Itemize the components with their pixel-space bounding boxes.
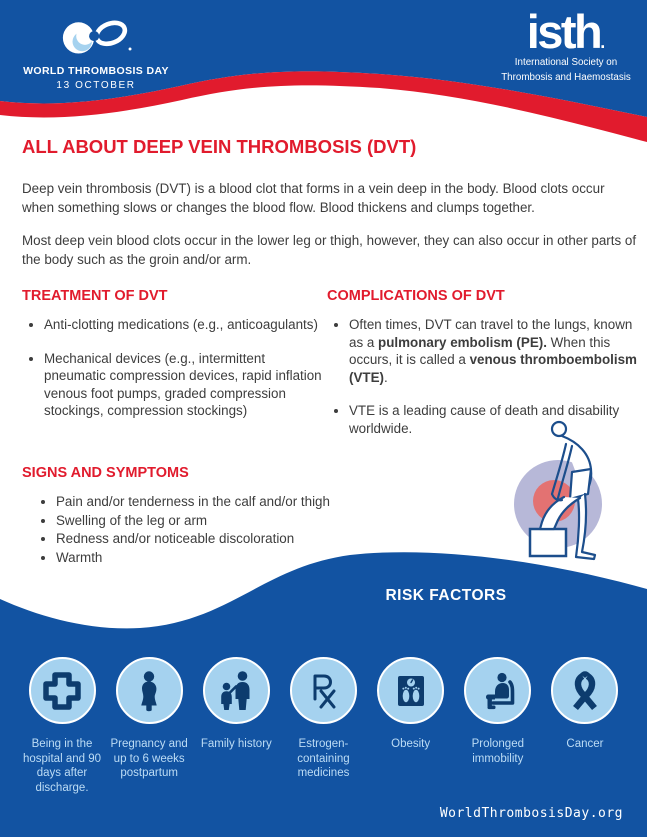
intro-paragraph-1: Deep vein thrombosis (DVT) is a blood clot that forms in a vein deep in the body. Blood clots occur when something slows or changes the blood flow. Blood thickens and clumps together. — [22, 181, 605, 215]
family-icon — [214, 669, 258, 713]
risk-circle — [377, 657, 444, 724]
vte-bold-term: venous thromboembolism (VTE) — [349, 352, 637, 385]
isth-tagline-line1: International Society on — [514, 57, 618, 68]
risk-label: Estrogen-containing medicines — [297, 738, 350, 779]
risk-circle — [116, 657, 183, 724]
risk-item-pregnancy — [107, 657, 191, 795]
signs-bullet: • Redness and/or noticeable discoloration — [56, 530, 492, 548]
risk-item-cancer — [543, 657, 627, 795]
treatment-section — [22, 288, 322, 436]
risk-item-obesity — [369, 657, 453, 795]
risk-circle — [551, 657, 618, 724]
treatment-bullet: • Mechanical devices (e.g., intermittent pneumatic compression devices, rapid inflation venous foot pumps, graded compression stockings, compression stockings) — [44, 350, 322, 420]
pregnancy-icon — [127, 669, 171, 713]
isth-wordmark: isth — [526, 5, 601, 58]
isth-tagline-line2: Thrombosis and Haemostasis — [501, 71, 631, 83]
signs-bullet: • Warmth — [56, 549, 492, 567]
treatment-bullet: • Anti-clotting medications (e.g., anticoagulants) — [44, 316, 322, 334]
world-thrombosis-day-logo — [16, 12, 176, 91]
risk-circle — [29, 657, 96, 724]
risk-item-estrogen — [281, 657, 365, 795]
complications-text: When this occurs, it is called a — [349, 334, 611, 367]
risk-label: Cancer — [566, 738, 604, 750]
wtd-infinity-icon — [50, 12, 142, 62]
pe-bold-term: pulmonary embolism (PE). — [378, 334, 547, 350]
website-url: WorldThrombosisDay.org — [439, 806, 623, 821]
risk-circle — [203, 657, 270, 724]
signs-bullet: • Swelling of the leg or arm — [56, 512, 492, 530]
risk-item-hospital — [20, 657, 104, 795]
wtd-logo-date: 13 OCTOBER — [56, 80, 136, 91]
rx-icon — [301, 669, 345, 713]
risk-label: Pregnancy and up to 6 weeks postpartum — [110, 738, 188, 779]
complications-text: . — [383, 369, 388, 385]
hospital-cross-icon — [40, 669, 84, 713]
risk-label: Being in the hospital and 90 days after discharge. — [22, 738, 101, 794]
complications-bullet — [349, 316, 639, 386]
signs-heading: SIGNS AND SYMPTOMS — [22, 465, 189, 481]
signs-bullet: • Pain and/or tenderness in the calf and/or thigh — [56, 493, 492, 511]
treatment-heading: TREATMENT OF DVT — [22, 288, 168, 304]
isth-logo — [487, 5, 645, 84]
risk-factors-heading: RISK FACTORS — [385, 587, 507, 604]
scale-icon — [389, 669, 433, 713]
ribbon-icon — [563, 669, 607, 713]
footer-wave — [0, 545, 647, 651]
page-title: ALL ABOUT DEEP VEIN THROMBOSIS (DVT) — [22, 136, 417, 157]
sitting-person-icon — [476, 669, 520, 713]
complications-text: Often times, DVT can travel to the lungs, known as a — [349, 317, 633, 350]
risk-label: Prolonged immobility — [471, 738, 524, 765]
complications-heading: COMPLICATIONS OF DVT — [327, 288, 505, 304]
intro-paragraph-2: Most deep vein blood clots occur in the lower leg or thigh, however, they can also occur in other parts of the body such as the groin and/or arm. — [22, 233, 637, 267]
leg-pain-illustration — [492, 412, 632, 567]
risk-label: Family history — [200, 738, 272, 750]
risk-circle — [464, 657, 531, 724]
risk-factors-row — [20, 657, 627, 795]
risk-label: Obesity — [391, 738, 431, 750]
risk-item-immobility — [456, 657, 540, 795]
risk-circle — [290, 657, 357, 724]
complications-bullet: • VTE is a leading cause of death and disability worldwide. — [349, 402, 639, 437]
risk-item-family — [194, 657, 278, 795]
wtd-logo-title: WORLD THROMBOSIS DAY — [23, 65, 169, 77]
isth-wordmark-dot: . — [600, 32, 606, 52]
